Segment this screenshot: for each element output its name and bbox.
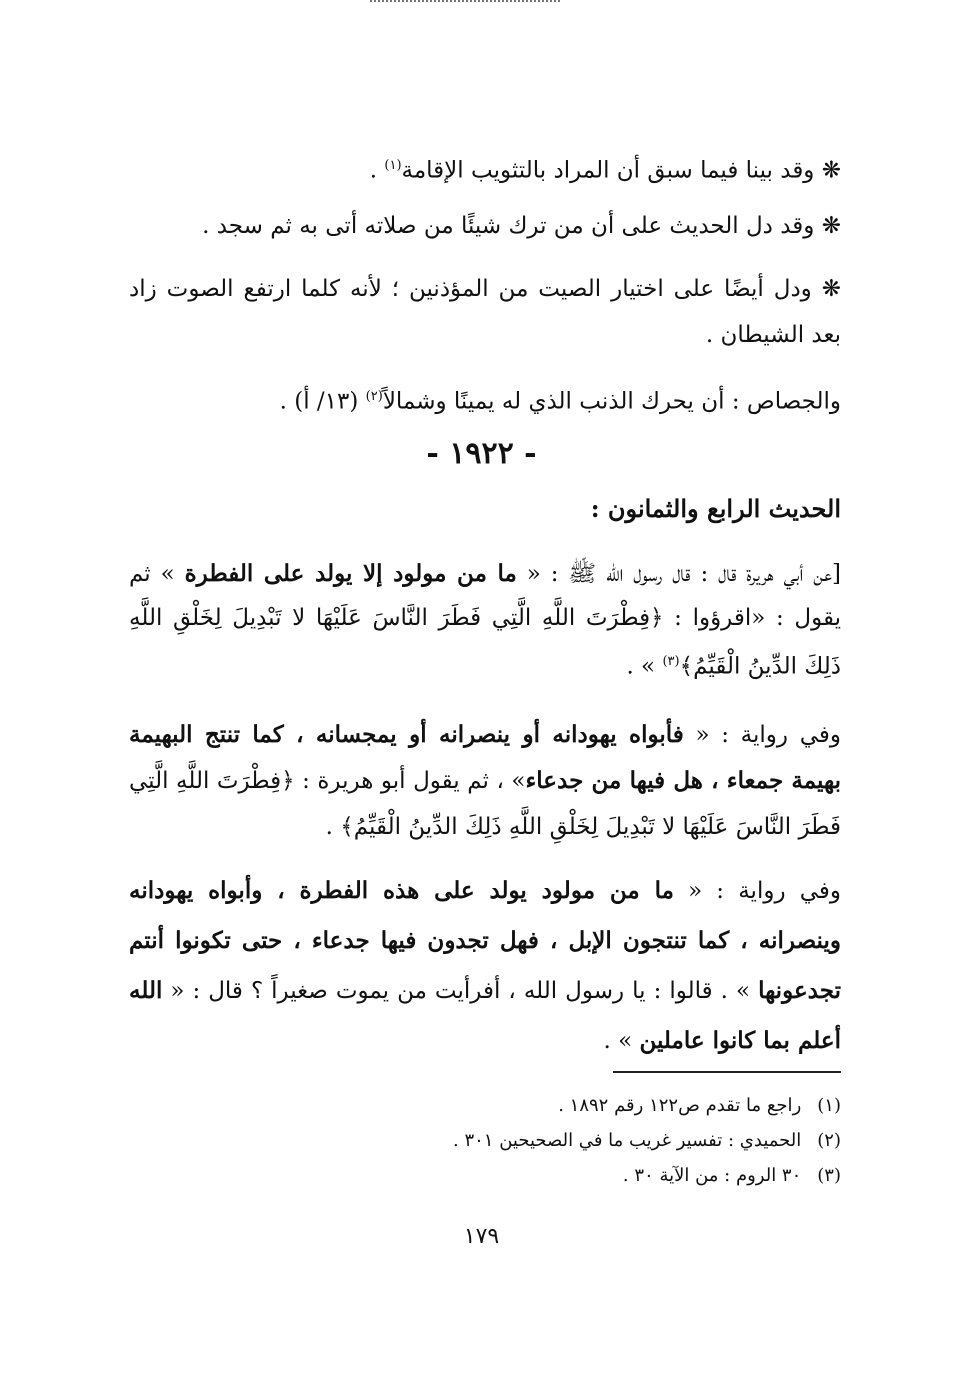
footnote-ref-1: (١) [384, 158, 402, 173]
footnote-3 [623, 1163, 841, 1189]
p2-verse: » ، ثم يقول أبو هريرة : ﴿فِطْرَتَ اللَّهِ الَّتِي فَطَرَ النَّاسَ عَلَيْهَا لا تَبْدِيلَ لِخَلْقِ اللَّهِ ذَلِكَ الدِّينُ الْقَيِّمُ﴾ . [129, 768, 841, 840]
intro-line-1-end: . [369, 157, 385, 184]
p3-hadith-text: ما من مولود يولد على هذه الفطرة ، وأبواه يهودانه وينصرانه ، كما تنتجون الإبل ، فهل تجدون فيها جدعاء ، حتى تكونوا أنتم تجدعونها [129, 877, 841, 1004]
jassas-text: والجصاص : أن يحرك الذنب الذي له يمينًا وشمالاً [382, 388, 841, 415]
footnote-3-text: ٣٠ الروم : من الآية ٣٠ . [622, 1165, 802, 1186]
footnote-1-number: (١) [817, 1095, 841, 1116]
p2-intro: وفي رواية : « [683, 722, 841, 748]
footnote-2-text: الحميدي : تفسير غريب ما في الصحيحين ٣٠١ . [453, 1130, 802, 1151]
page-number: ١٧٩ [463, 1224, 500, 1249]
footnote-1-text: راجع ما تقدم ص١٢٢ رقم ١٨٩٢ . [558, 1095, 802, 1116]
top-edge-marks [370, 0, 560, 10]
p1-verse: » ثم يقول : «اقرؤوا : ﴿فِطْرَتَ اللَّهِ الَّتِي فَطَرَ النَّاسَ عَلَيْهَا لا تَبْدِيلَ لِخَلْقِ اللَّهِ ذَلِكَ الدِّينُ الْقَيِّمُ﴾ [129, 561, 841, 680]
p2-hadith-text: فأبواه يهودانه أو ينصرانه أو يمجسانه ، كما تنتج البهيمة بهيمة جمعاء ، هل فيها من جدعاء [129, 721, 841, 794]
p3-question: » . قالوا : يا رسول الله ، أفرأيت من يموت صغيراً ؟ قال : « [162, 978, 759, 1004]
p1-end: » . [626, 653, 663, 680]
p1-intro: [عن أبي هريرة قال : قال رسول الله ﷺ : « [516, 561, 841, 587]
intro-line-1 [370, 149, 841, 188]
footnote-1 [558, 1093, 841, 1119]
hadith-heading: الحديث الرابع والثمانون : [590, 494, 841, 523]
footnote-2 [453, 1128, 841, 1154]
footnote-separator [613, 1071, 841, 1073]
hadith-number: - ١٩٢٢ - [426, 436, 537, 471]
p3-end: » . [603, 1028, 640, 1054]
footnote-3-number: (٣) [817, 1165, 841, 1186]
intro-line-1-text: ❋ وقد بينا فيما سبق أن المراد بالتثويب الإقامة [401, 157, 841, 184]
paragraph-1 [129, 552, 841, 689]
p3-answer: الله أعلم بما كانوا عاملين [129, 977, 841, 1054]
footnote-2-number: (٢) [817, 1130, 841, 1151]
intro-line-3: ❋ ودل أيضًا على اختيار الصيت من المؤذنين ؛ لأنه كلما ارتفع الصوت زاد بعد الشيطان . [129, 276, 841, 348]
p1-hadith-text: ما من مولود إلا يولد على الفطرة [184, 560, 517, 587]
jassas-line [280, 380, 841, 419]
paragraph-2 [129, 712, 841, 850]
p3-intro: وفي رواية : « [673, 878, 841, 904]
footnote-ref-3: (٣) [662, 654, 680, 669]
paragraph-3 [129, 866, 841, 1066]
footnote-ref-2: (٢) [365, 389, 383, 404]
jassas-tail: (١٣/ أ) . [279, 388, 366, 415]
intro-line-2: ❋ وقد دل الحديث على أن من ترك شيئًا من صلاته أتى به ثم سجد . [202, 213, 841, 239]
